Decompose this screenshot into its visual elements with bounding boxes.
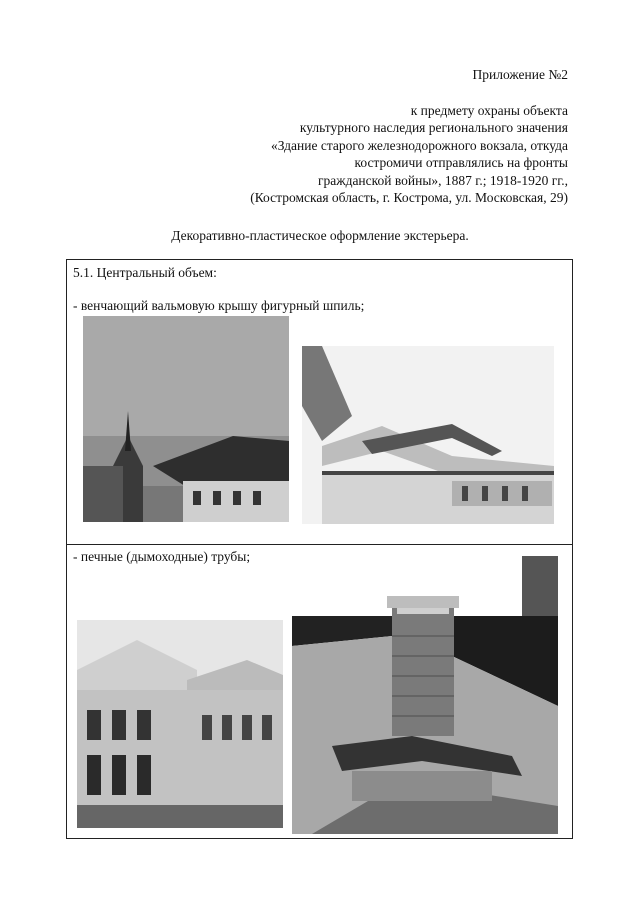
header-line: костромичи отправлялись на фронты: [354, 155, 568, 170]
header-line: культурного наследия регионального значения: [299, 120, 568, 135]
row-divider: [67, 544, 572, 545]
spire-photo-1: [83, 316, 289, 522]
document-header: [68, 66, 568, 207]
section-title: 5.1. Центральный объем:: [73, 265, 217, 280]
spire-photo-2: [302, 346, 554, 524]
chimney-photo-2: [292, 556, 558, 834]
header-line: гражданской войны», 1887 г.; 1918-1920 гг.,: [317, 172, 568, 188]
header-line: к предмету охраны объекта: [410, 102, 568, 118]
features-table: [66, 259, 573, 839]
item-chimneys: - печные (дымоходные) трубы;: [73, 549, 251, 564]
item-spire: - венчающий вальмовую крышу фигурный шпиль;: [73, 298, 365, 313]
header-line: (Костромская область, г. Кострома, ул. Московская, 29): [250, 190, 568, 205]
section-heading: Декоративно-пластическое оформление экстерьера.: [171, 228, 469, 243]
header-line: «Здание старого железнодорожного вокзала, откуда: [270, 137, 568, 153]
chimney-photo-1: [77, 620, 283, 828]
annex-number: Приложение №2: [472, 67, 568, 82]
